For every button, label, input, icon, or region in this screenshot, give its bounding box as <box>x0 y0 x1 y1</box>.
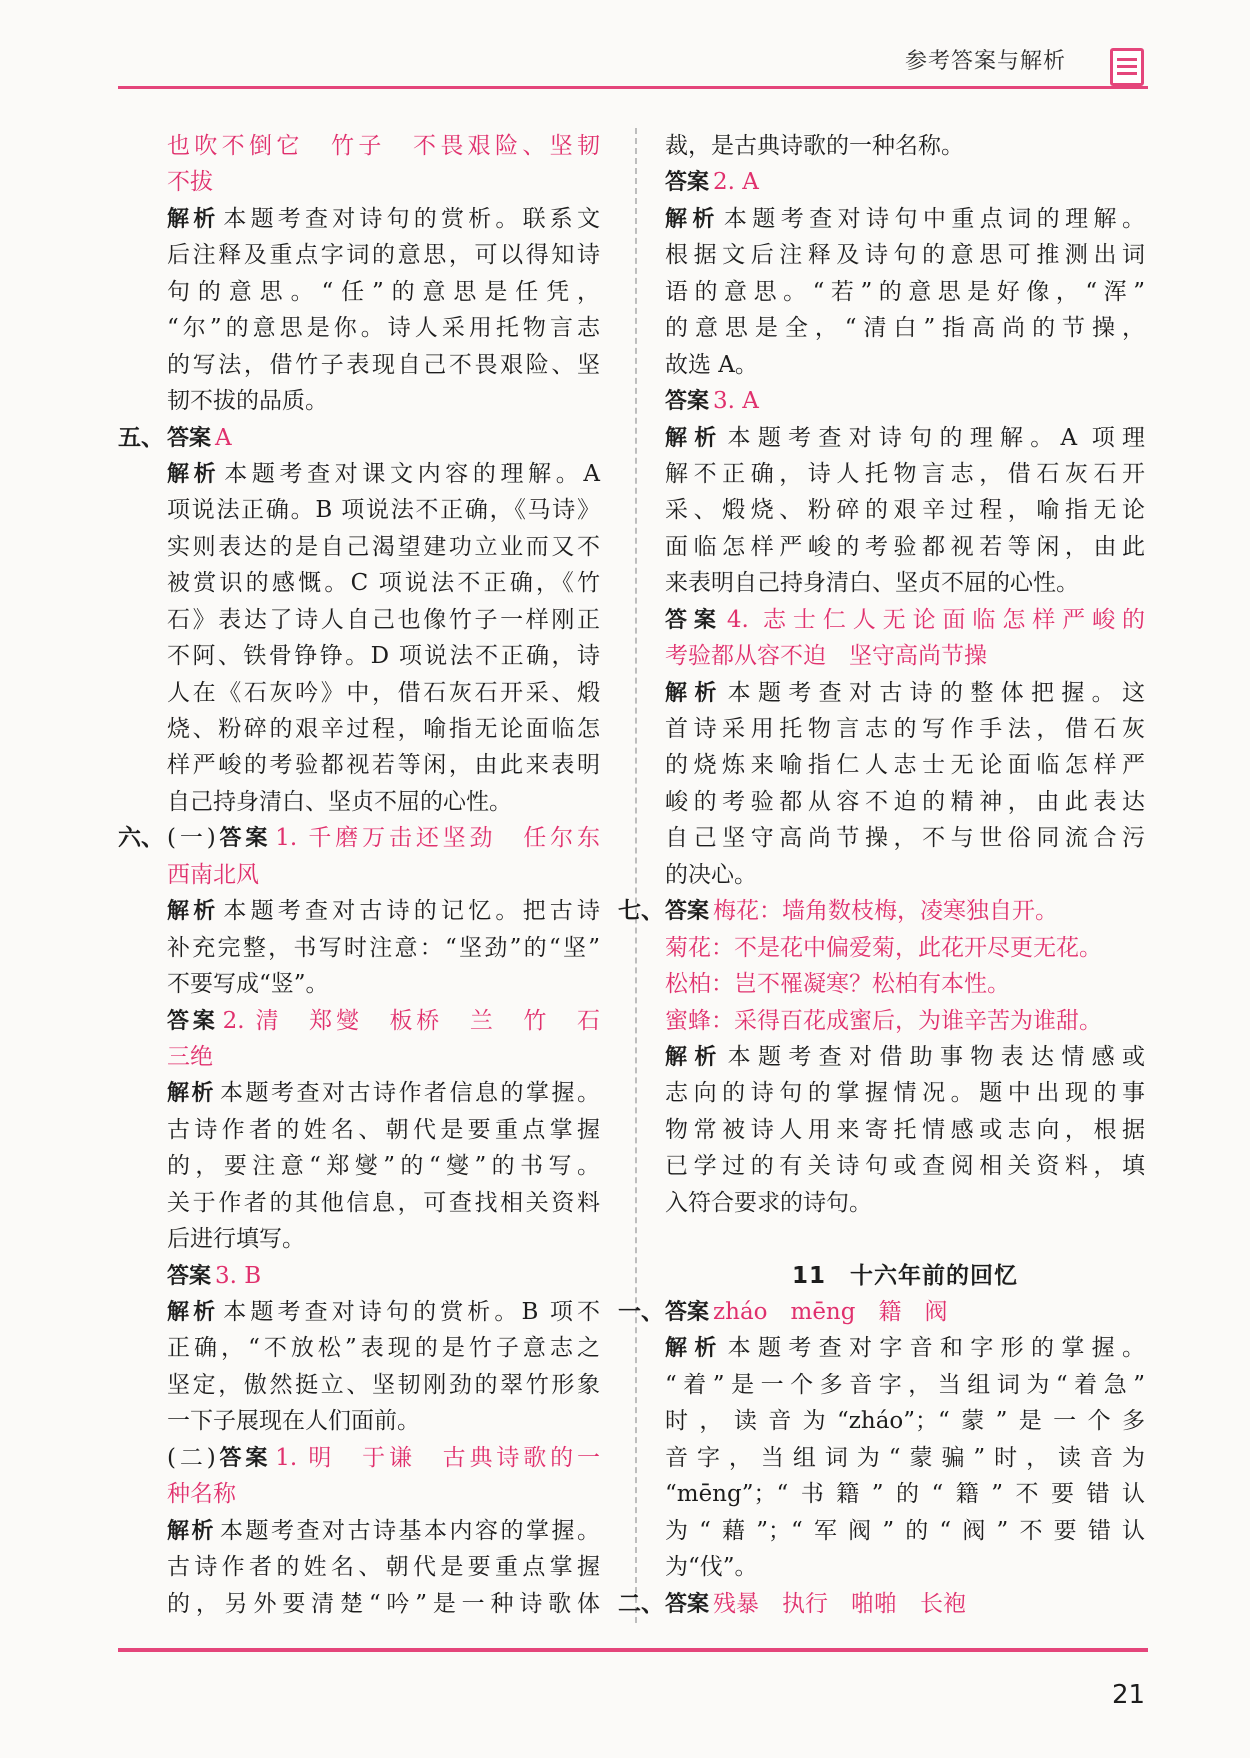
text-line: 的写法，借竹子表现自己不畏艰险、坚 <box>167 351 600 378</box>
analysis-line: 解析 本题考查对诗句中重点词的理解。 <box>665 205 1145 232</box>
text-line: 的决心。 <box>665 861 757 888</box>
text-line: 根据文后注释及诗句的意思可推测出词 <box>665 242 1145 269</box>
text-line: 已学过的有关诗句或查阅相关资料，填 <box>665 1153 1145 1180</box>
text-line: 的，要注意“郑燮”的“燮”的书写。 <box>167 1153 600 1180</box>
text-line: 时，读音为“zháo”；“蒙”是一个多 <box>665 1408 1145 1435</box>
question-number: 六、 <box>118 824 164 852</box>
text-line: 志向的诗句的掌握情况。题中出现的事 <box>665 1080 1145 1107</box>
text-line: 音字，当组词为“蒙骗”时，读音为 <box>665 1444 1145 1471</box>
answer-text: 不拔 <box>167 169 213 196</box>
text-line: 为“伐”。 <box>665 1554 758 1581</box>
text-line: 物常被诗人用来寄托情感或志向，根据 <box>665 1116 1145 1143</box>
analysis-line: 解析 本题考查对诗句的赏析。B 项不 <box>167 1299 600 1325</box>
text-line: 句的意思。“任”的意思是任凭， <box>167 278 600 305</box>
text-line: 不要写成“竖”。 <box>167 971 329 998</box>
text-line: 烧、粉碎的艰辛过程，喻指无论面临怎 <box>167 716 600 742</box>
text-line: 古诗作者的姓名、朝代是要重点掌握 <box>167 1554 600 1581</box>
answer-line: 答案 2. 清 郑燮 板桥 兰 竹 石 <box>167 1007 600 1034</box>
left-column <box>120 128 600 1622</box>
answer-label: 答案 <box>215 826 272 852</box>
analysis-line: 解析 本题考查对字音和字形的掌握。 <box>665 1335 1145 1362</box>
text-line: 不阿、铁骨铮铮。D 项说法不正确，诗 <box>167 643 600 670</box>
question-2-answer: 二、 答案 残暴 执行 啪啪 长袍 <box>665 1586 1145 1622</box>
text-line: 的烧炼来喻指仁人志士无论面临怎样严 <box>665 752 1145 779</box>
question-number: 七、 <box>618 897 664 925</box>
text-line: 韧不拔的品质。 <box>167 388 328 415</box>
answer-label: 答案 <box>665 1300 710 1325</box>
answer-text: 三绝 <box>167 1043 213 1070</box>
text-line: “mēng”；“书籍”的“籍”不要错认 <box>665 1481 1145 1508</box>
analysis-label: 解析 <box>167 1081 216 1107</box>
answer-line: 答案 3. B <box>167 1262 262 1289</box>
analysis-line: 解析 本题考查对古诗的记忆。把古诗 <box>167 898 600 925</box>
analysis-line: 解析 本题考查对古诗基本内容的掌握。 <box>167 1517 600 1544</box>
question-1-answer: 一、 答案 zháo mēng 籍 阀 <box>665 1294 1145 1330</box>
section-title: 11 十六年前的回忆 <box>791 1262 1018 1289</box>
question-number: 五、 <box>118 423 164 451</box>
question-number: 一、 <box>618 1298 664 1325</box>
answer-line: 答案 3. A <box>665 388 759 415</box>
answer-text: 考验都从容不迫 坚守高尚节操 <box>665 643 987 670</box>
header-title: 参考答案与解析 <box>905 49 1067 74</box>
text-line: 面临怎样严峻的考验都视若等闲，由此 <box>665 533 1145 560</box>
text-line: 被赏识的感慨。C 项说法不正确，《竹 <box>167 570 600 597</box>
answer-text: 蜜蜂：采得百花成蜜后，为谁辛苦为谁甜。 <box>665 1007 1102 1034</box>
header-rule <box>118 86 1148 89</box>
text-line: 来表明自己持身清白、坚贞不屈的心性。 <box>665 570 1079 597</box>
analysis-label: 解析 <box>665 1336 724 1362</box>
answer-text: 松柏：岂不罹凝寒？松柏有本性。 <box>665 971 1010 998</box>
text-line: 补充完整，书写时注意：“坚劲”的“坚” <box>167 934 600 961</box>
text-line: 入符合要求的诗句。 <box>665 1189 872 1216</box>
text-line: 关于作者的其他信息，可查找相关资料 <box>167 1189 600 1216</box>
text-line: 采、煅烧、粉碎的艰辛过程，喻指无论 <box>665 497 1145 524</box>
text-line: 解不正确，诗人托物言志，借石灰石开 <box>665 460 1145 487</box>
text-line: 的意思是全，“清白”指高尚的节操， <box>665 315 1145 342</box>
text-line: 峻的考验都从容不迫的精神，由此表达 <box>665 788 1145 815</box>
text-line: 首诗采用托物言志的写作手法，借石灰 <box>665 716 1145 742</box>
spacer <box>665 1221 1145 1257</box>
text-line: 坚定，傲然挺立、坚韧刚劲的翠竹形象 <box>167 1371 600 1398</box>
analysis-label: 解析 <box>665 680 724 706</box>
answer-label: 答案 <box>665 607 723 633</box>
answer-text: 西南北风 <box>167 861 259 888</box>
answer-label: 答案 <box>167 1008 219 1034</box>
analysis-label: 解析 <box>665 425 724 451</box>
analysis-label: 解析 <box>167 1300 220 1325</box>
text-line: 一下子展现在人们面前。 <box>167 1408 420 1435</box>
analysis-label: 解析 <box>167 899 220 925</box>
text-line: 语的意思。“若”的意思是好像，“浑” <box>665 278 1145 305</box>
question-number: 二、 <box>618 1589 664 1617</box>
answer-label: 答案 <box>215 1445 272 1471</box>
text-line: 自己持身清白、坚贞不屈的心性。 <box>167 788 512 815</box>
question-5-answer: 五、 答案 A <box>120 420 600 456</box>
text-line: 后进行填写。 <box>167 1226 305 1253</box>
question-7-answer: 七、 答案 梅花：墙角数枝梅，凌寒独自开。 <box>665 893 1145 929</box>
footer-rule <box>118 1648 1148 1652</box>
column-divider <box>635 128 637 1623</box>
text-line: 实则表达的是自己渴望建功立业而又不 <box>167 533 600 560</box>
text-line: 为“藉”；“军阀”的“阀”不要错认 <box>665 1517 1145 1544</box>
analysis-label: 解析 <box>665 206 720 232</box>
analysis-line: 解析 本题考查对课文内容的理解。A <box>167 460 600 487</box>
subsection-label: (二) <box>167 1444 216 1471</box>
question-6-answer: 六、 (一)答案 1. 千磨万击还坚劲 任尔东 <box>120 820 600 856</box>
text-line: 样严峻的考验都视若等闲，由此来表明 <box>167 752 600 779</box>
answer-text: 菊花：不是花中偏爱菊，此花开尽更无花。 <box>665 934 1102 961</box>
analysis-line: 解析 本题考查对诗句的赏析。联系文 <box>167 205 600 232</box>
text-line: “尔”的意思是你。诗人采用托物言志 <box>167 315 600 342</box>
analysis-label: 解析 <box>167 206 220 232</box>
analysis-line: 解析 本题考查对借助事物表达情感或 <box>665 1043 1145 1070</box>
analysis-label: 解析 <box>665 1044 724 1070</box>
answer-label: 答案 <box>665 389 710 415</box>
book-icon <box>1110 48 1144 86</box>
analysis-label: 解析 <box>167 461 221 487</box>
text-line: “着”是一个多音字，当组词为“着急” <box>665 1371 1145 1398</box>
text-line: 项说法正确。B 项说法不正确，《马诗》 <box>167 497 600 524</box>
text-line: 人在《石灰吟》中，借石灰石开采、煅 <box>167 679 600 706</box>
answer-label: 答案 <box>167 1263 212 1289</box>
answer-line: 答案 2. A <box>665 169 759 196</box>
text-line: 自己坚守高尚节操，不与世俗同流合污 <box>665 825 1145 852</box>
answer-label: 答案 <box>665 899 710 925</box>
answer-label: 答案 <box>167 425 212 451</box>
text-line: 的，另外要清楚“吟”是一种诗歌体 <box>167 1590 600 1617</box>
text-line: 石》表达了诗人自己也像竹子一样刚正 <box>167 606 600 633</box>
text-line: 古诗作者的姓名、朝代是要重点掌握 <box>167 1116 600 1143</box>
answer-text: 种名称 <box>167 1481 236 1508</box>
analysis-line: 解析 本题考查对古诗的整体把握。这 <box>665 679 1145 706</box>
subsection-label: (一) <box>167 825 216 852</box>
page-number: 21 <box>1112 1680 1146 1710</box>
text-line: 后注释及重点字词的意思，可以得知诗 <box>167 242 600 269</box>
answer-line: 答案 4. 志士仁人无论面临怎样严峻的 <box>665 606 1145 633</box>
answer-label: 答案 <box>665 1591 710 1617</box>
analysis-line: 解析 本题考查对古诗作者信息的掌握。 <box>167 1080 600 1107</box>
text-line: 正确，“不放松”表现的是竹子意志之 <box>167 1335 600 1362</box>
answer-label: 答案 <box>665 170 710 196</box>
analysis-line: 解析 本题考查对诗句的理解。A 项理 <box>665 424 1145 451</box>
right-column <box>618 128 1145 1622</box>
text-line: 裁，是古典诗歌的一种名称。 <box>665 133 964 159</box>
text-line: 故选 A。 <box>665 351 758 378</box>
answer-line: (二)答案 1. 明 于谦 古典诗歌的一 <box>167 1444 600 1471</box>
answer-text: 也吹不倒它 竹子 不畏艰险、坚韧 <box>167 133 600 159</box>
analysis-label: 解析 <box>167 1518 216 1544</box>
